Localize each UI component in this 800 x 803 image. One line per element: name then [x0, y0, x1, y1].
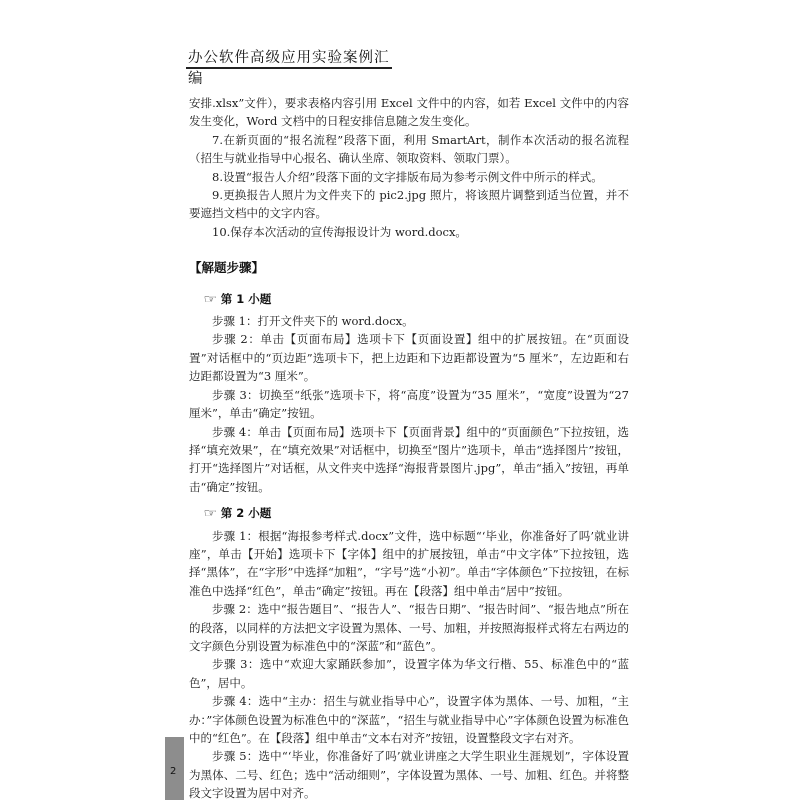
subheading-q1 [189, 290, 629, 308]
header-rule [186, 67, 392, 69]
document-body [189, 94, 629, 803]
step-paragraph: 步骤 4：单击【页面布局】选项卡下【页面背景】组中的“页面颜色”下拉按钮，选择“填充效果”，在“填充效果”对话框中，切换至“图片”选项卡，单击“选择图片”按钮，打开“选择图片”对话框，从文件夹中选择“海报背景图片.jpg”，单击“插入”按钮，再单击“确定”按钮。 [189, 424, 629, 494]
pointing-hand-icon: ☞ [203, 506, 218, 521]
paragraph: 9.更换报告人照片为文件夹下的 pic2.jpg 照片，将该照片调整到适当位置，并不要遮挡文档中的文字内容。 [189, 188, 629, 221]
step-paragraph: 步骤 1：打开文件夹下的 word.docx。 [212, 314, 414, 329]
step-paragraph: 步骤 1：根据“海报参考样式.docx”文件，选中标题“‘毕业，你准备好了吗’就业讲座”，单击【开始】选项卡下【字体】组中的扩展按钮，单击“中文字体”下拉按钮，选择“黑体”，在“字形”中选择“加粗”，“字号”选“小初”。单击“字体颜色”下拉按钮，在标准色中选择“红色”，单击“确定”按钮。再在【段落】组中单击“居中”按钮。 [189, 528, 629, 598]
step-paragraph: 步骤 5：选中“‘毕业，你准备好了吗’就业讲座之大学生职业生涯规划”，字体设置为黑体、二号、红色；选中“活动细则”，字体设置为黑体、一号、加粗、红色。并将整段文字设置为居中对齐。 [189, 749, 629, 801]
step-paragraph: 步骤 2：选中“报告题目”、“报告人”、“报告日期”、“报告时间”、“报告地点”所在的段落，以同样的方法把文字设置为黑体、一号、加粗，并按照海报样式将左右两边的文字颜色分别设置为标准色中的“深蓝”和“蓝色”。 [189, 602, 629, 653]
step-paragraph: 步骤 3：切换至“纸张”选项卡下，将“高度”设置为“35 厘米”，“宽度”设置为“27 厘米”，单击“确定”按钮。 [189, 387, 629, 421]
subheading-label: 第 2 小题 [220, 506, 272, 521]
pointing-hand-icon: ☞ [203, 291, 218, 306]
page-number: 2 [170, 766, 177, 777]
step-paragraph: 步骤 3：选中“欢迎大家踊跃参加”，设置字体为华文行楷、55、标准色中的“蓝色”，居中。 [189, 657, 629, 690]
page-header-title: 办公软件高级应用实验案例汇编 [188, 50, 390, 87]
section-title: 【解题步骤】 [189, 260, 265, 276]
paragraph: 7.在新页面的“报名流程”段落下面，利用 SmartArt，制作本次活动的报名流程（招生与就业指导中心报名、确认坐席、领取资料、领取门票）。 [189, 132, 629, 166]
paragraph: 安排.xlsx”文件），要求表格内容引用 Excel 文件中的内容，如若 Excel 文件中的内容发生变化，Word 文档中的日程安排信息随之发生变化。 [189, 96, 629, 129]
paragraph: 8.设置“报告人介绍”段落下面的文字排版布局为参考示例文件中所示的样式。 [212, 169, 603, 184]
subheading-label: 第 1 小题 [220, 291, 272, 306]
step-paragraph: 步骤 4：选中“主办：招生与就业指导中心”，设置字体为黑体、一号、加粗，“主办：”字体颜色设置为标准色中的“深蓝”，“招生与就业指导中心”字体颜色设置为标准色中的“红色”。在【段落】组中单击“文本右对齐”按钮，设置整段文字右对齐。 [189, 694, 629, 745]
paragraph: 10.保存本次活动的宣传海报设计为 word.docx。 [212, 224, 467, 239]
subheading-q2 [189, 504, 629, 522]
step-paragraph: 步骤 2：单击【页面布局】选项卡下【页面设置】组中的扩展按钮。在“页面设置”对话框中的“页边距”选项卡下，把上边距和下边距都设置为“5 厘米”，左边距和右边距都设置为“3 厘米”。 [189, 332, 629, 384]
